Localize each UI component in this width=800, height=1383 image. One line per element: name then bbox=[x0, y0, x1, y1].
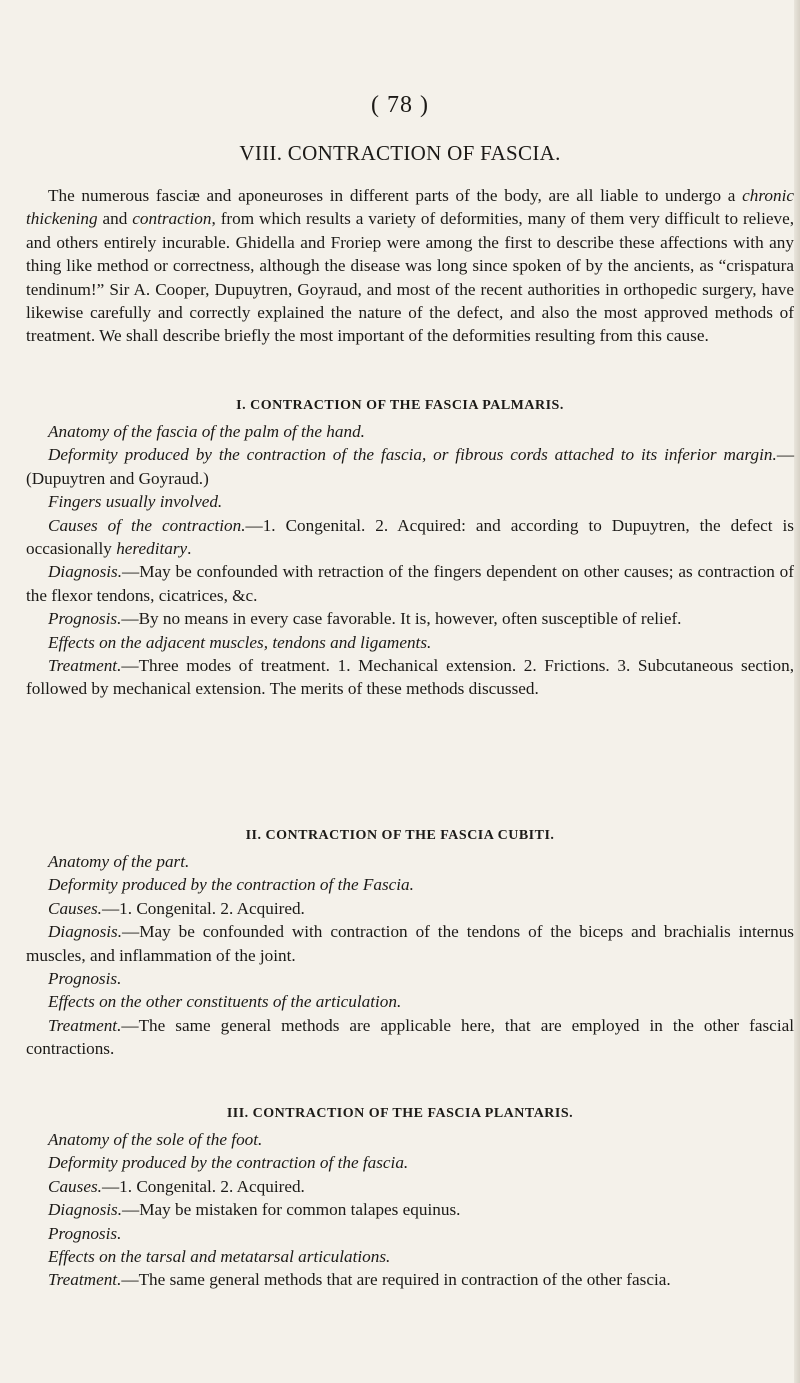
list-item: Effects on the tarsal and metatarsal articulations. bbox=[48, 1247, 391, 1267]
list-item: Causes.—1. Congenital. 2. Acquired. bbox=[48, 1176, 305, 1196]
list-item: Deformity produced by the contraction of the fascia. bbox=[48, 1153, 409, 1173]
list-item: Causes.—1. Congenital. 2. Acquired. bbox=[48, 898, 305, 918]
list-item: Treatment.—The same general methods that are required in contraction of the other fascia. bbox=[48, 1270, 671, 1290]
list-item: Prognosis.—By no means in every case favorable. It is, however, often susceptible of relief. bbox=[48, 609, 682, 629]
list-item: Effects on the adjacent muscles, tendons and ligaments. bbox=[48, 632, 432, 652]
section-cubiti bbox=[26, 850, 794, 1061]
list-item: Anatomy of the sole of the foot. bbox=[48, 1130, 263, 1149]
list-item: Deformity produced by the contraction of the Fascia. bbox=[48, 875, 414, 895]
list-item: Causes of the contraction.—1. Congenital. 2. Acquired: and according to Dupuytren, the defect is occasionally hereditary. bbox=[26, 515, 795, 559]
list-item: Deformity produced by the contraction of the fascia, or fibrous cords attached to its inferior margin.—(Dupuytren and Goyraud.) bbox=[26, 445, 794, 488]
list-item: Anatomy of the fascia of the palm of the hand. bbox=[48, 422, 365, 441]
chapter-title: VIII. CONTRACTION OF FASCIA. bbox=[239, 141, 561, 165]
section-heading-palmaris: I. CONTRACTION OF THE FASCIA PALMARIS. bbox=[236, 398, 564, 413]
list-item: Prognosis. bbox=[48, 1223, 122, 1243]
section-palmaris bbox=[26, 420, 794, 701]
list-item: Diagnosis.—May be confounded with contraction of the tendons of the biceps and brachialis internus muscles, and inflammation of the joint. bbox=[26, 922, 794, 965]
page-edge bbox=[794, 0, 800, 1383]
section-plantaris bbox=[26, 1128, 794, 1292]
list-item: Treatment.—Three modes of treatment. 1. Mechanical extension. 2. Frictions. 3. Subcutaneous section, followed by mechanical extension. The merits of these methods discussed. bbox=[26, 656, 794, 699]
intro-paragraph bbox=[26, 184, 794, 348]
list-item: Diagnosis.—May be confounded with retraction of the fingers dependent on other causes; as contraction of the flexor tendons, cicatrices, &c. bbox=[26, 562, 794, 605]
list-item: Treatment.—The same general methods are applicable here, that are employed in the other fascial contractions. bbox=[26, 1015, 794, 1059]
intro-text: The numerous fasciæ and aponeuroses in different parts of the body, are all liable to undergo a chronic thickening and contraction, from which results a variety of deformities, many of them very difficult to relieve, and others entirely incurable. Ghidella and Froriep were among the first to describe these affections with any thing like method or correctness, although the disease was long since spoken of by the ancients, as “crispatura tendinum!” Sir A. Cooper, Dupuytren, Goyraud, and most of the recent authorities in orthopedic surgery, have likewise carefully and correctly explained the nature of the defect, and also the most approved methods of treatment. We shall describe briefly the most important of the deformities resulting from this cause. bbox=[26, 186, 794, 346]
page-number: ( 78 ) bbox=[371, 92, 429, 118]
list-item: Fingers usually involved. bbox=[48, 492, 223, 512]
list-item: Effects on the other constituents of the articulation. bbox=[48, 992, 402, 1012]
list-item: Prognosis. bbox=[48, 969, 122, 989]
list-item: Anatomy of the part. bbox=[48, 852, 190, 871]
section-heading-cubiti: II. CONTRACTION OF THE FASCIA CUBITI. bbox=[245, 828, 555, 843]
section-heading-plantaris: III. CONTRACTION OF THE FASCIA PLANTARIS. bbox=[226, 1106, 574, 1121]
list-item: Diagnosis.—May be mistaken for common talapes equinus. bbox=[48, 1200, 461, 1220]
